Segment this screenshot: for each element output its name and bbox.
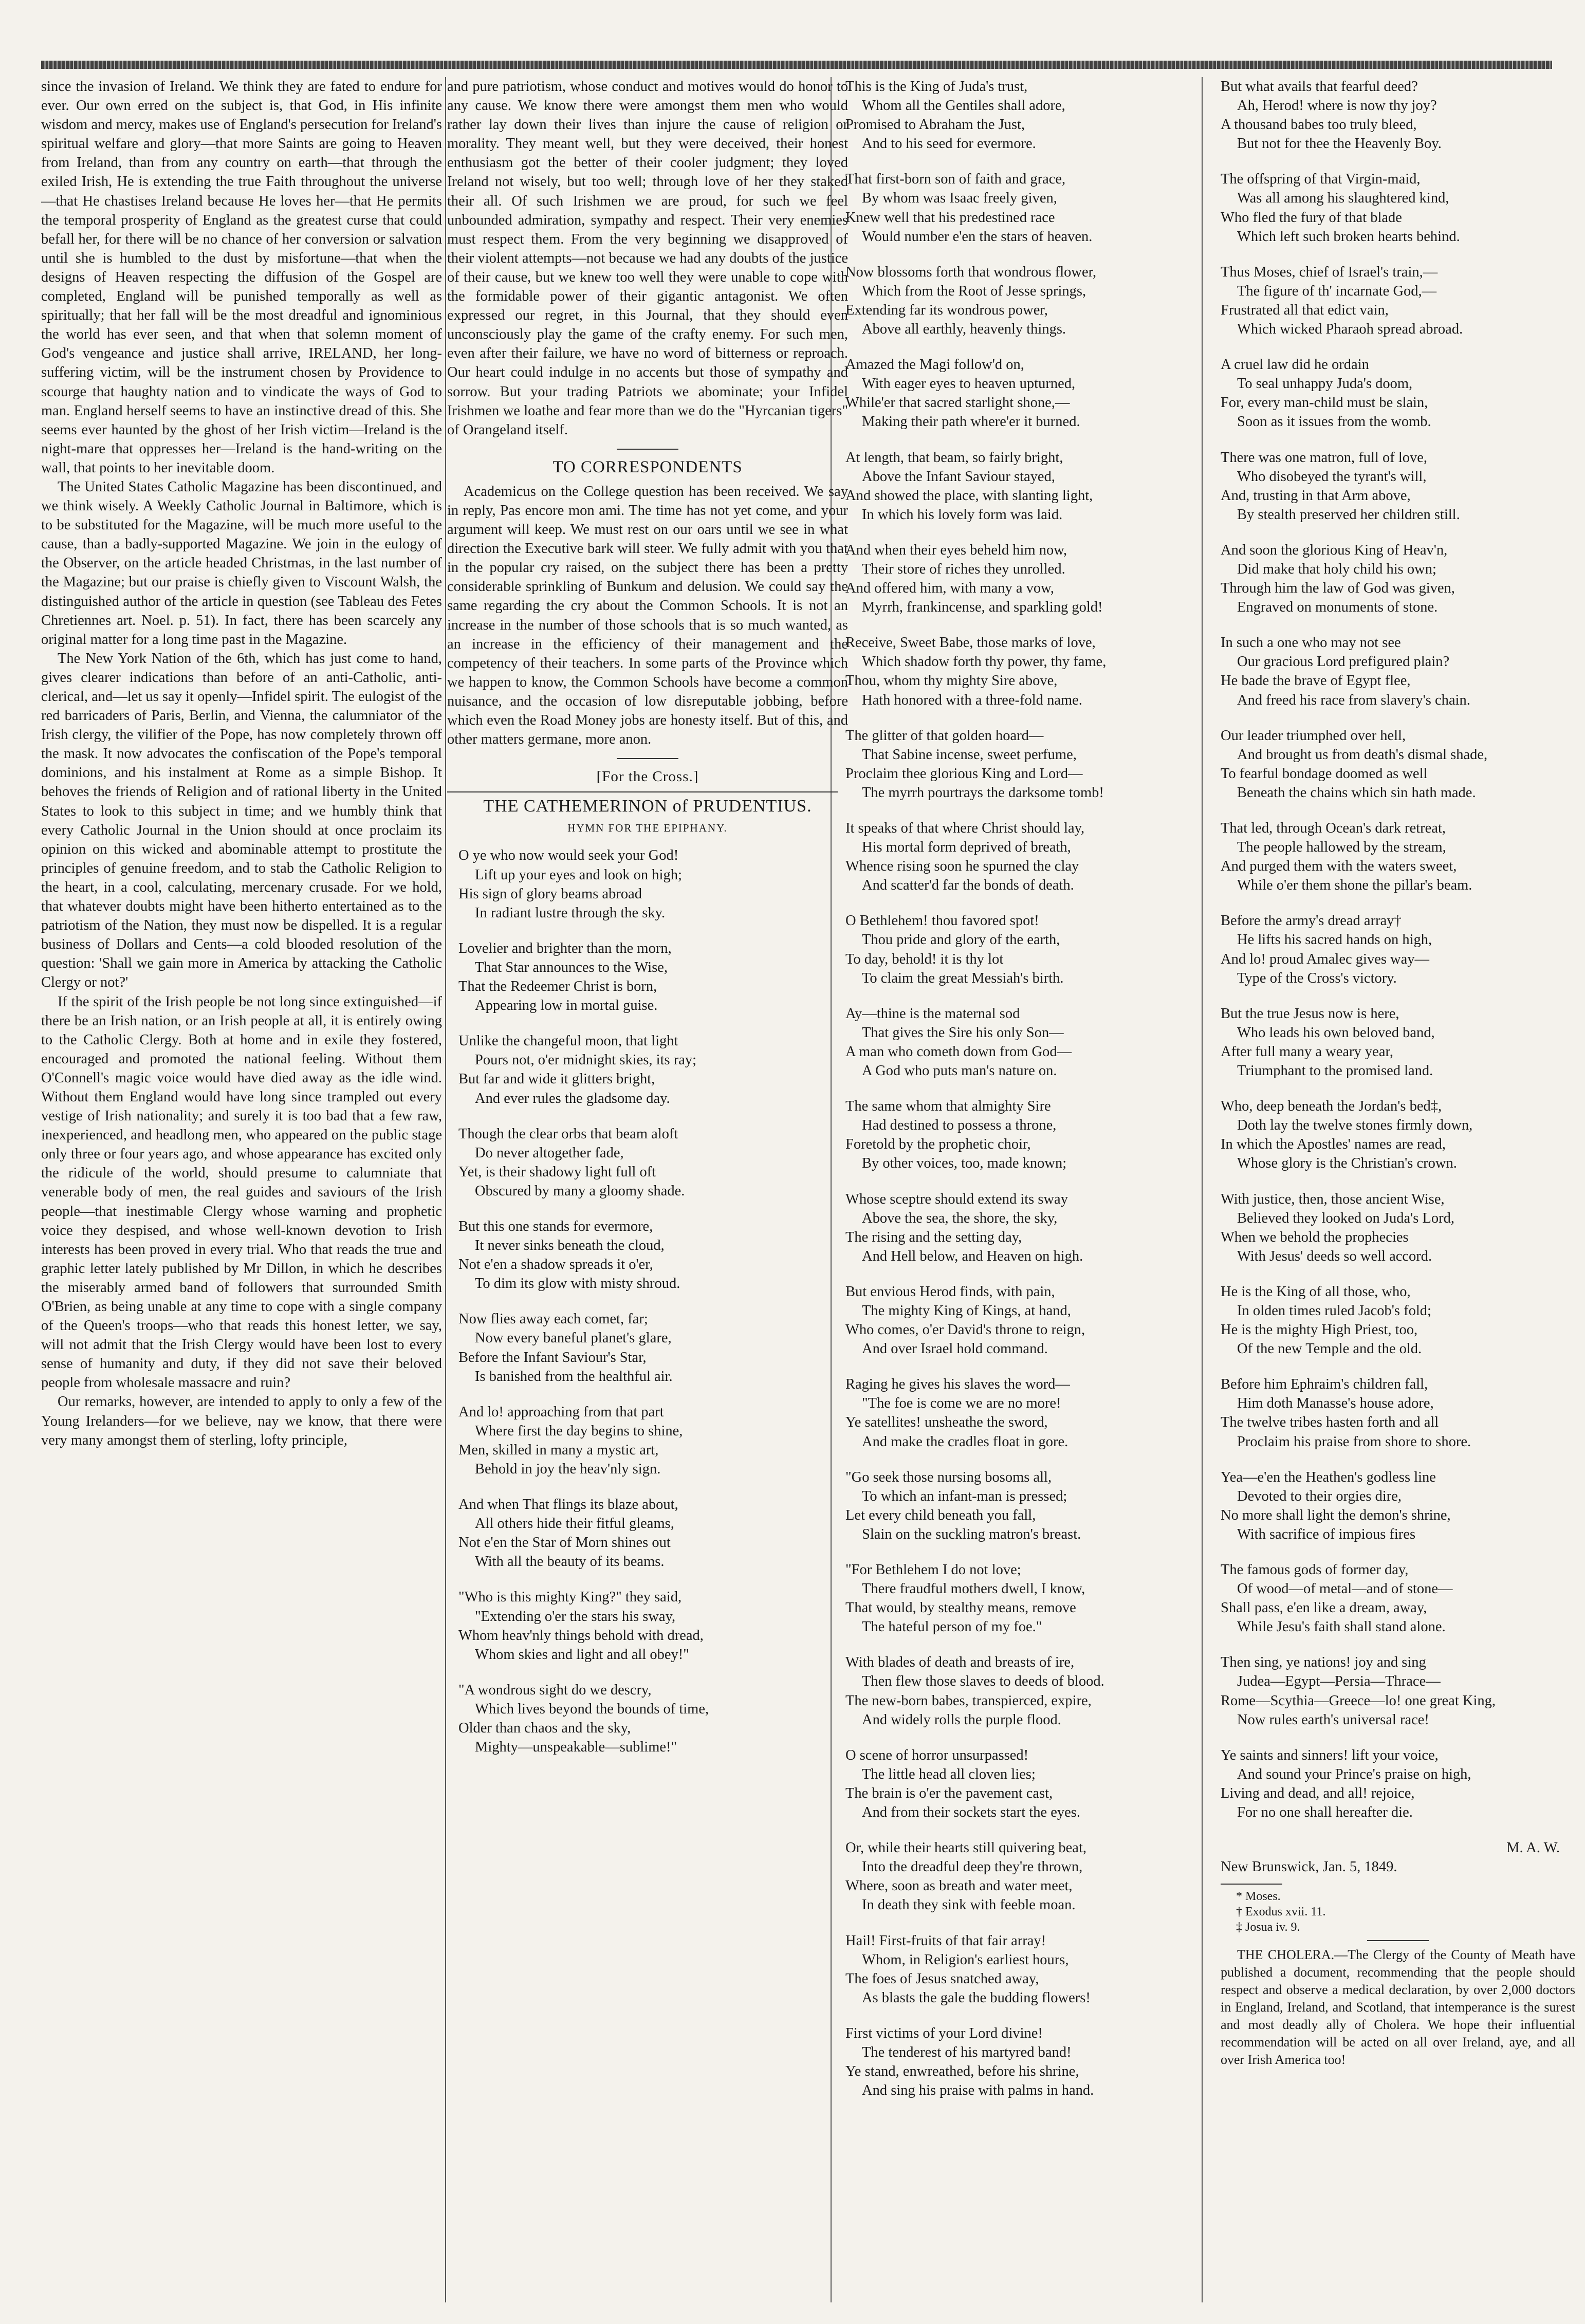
poem-line: Whom, in Religion's earliest hours, <box>862 1951 1069 1968</box>
stanza <box>458 1681 848 1757</box>
column-rule <box>445 77 446 2302</box>
poem-line: The mighty King of Kings, at hand, <box>862 1302 1071 1319</box>
poem-line: And ever rules the gladsome day. <box>475 1090 670 1106</box>
poem-line: Yea—e'en the Heathen's godless line <box>1221 1469 1436 1485</box>
poem-line: Ye saints and sinners! lift your voice, <box>1221 1747 1439 1763</box>
poem-line: To seal unhappy Juda's doom, <box>1237 376 1413 392</box>
stanza <box>1221 1004 1575 1080</box>
poem-line: For, every man-child must be slain, <box>1221 395 1428 411</box>
stanza <box>845 1097 1215 1173</box>
poem-line: Which from the Root of Jesse springs, <box>862 283 1086 299</box>
poem-line: In which the Apostles' names are read, <box>1221 1136 1446 1153</box>
section-divider <box>617 449 678 450</box>
poem-line: Knew well that his predestined race <box>845 209 1055 226</box>
stanza <box>458 1588 848 1664</box>
poem-line: Above the sea, the shore, the sky, <box>862 1210 1058 1226</box>
poem-line: Raging he gives his slaves the word— <box>845 1376 1070 1393</box>
poem-line: Rome—Scythia—Greece—lo! one great King, <box>1221 1692 1496 1709</box>
section-divider <box>1367 1940 1429 1941</box>
poem-line: Our gracious Lord prefigured plain? <box>1237 654 1450 670</box>
poem-line: All others hide their fitful gleams, <box>475 1516 674 1532</box>
poem-line: He lifts his sacred hands on high, <box>1237 932 1432 948</box>
poem-line: Where first the day begins to shine, <box>475 1423 683 1439</box>
stanza <box>1221 541 1575 617</box>
poem-line: O scene of horror unsurpassed! <box>845 1747 1029 1763</box>
poem-line: That Sabine incense, sweet perfume, <box>862 746 1077 763</box>
poem-line: Though the clear orbs that beam aloft <box>458 1126 678 1142</box>
stanza <box>1221 911 1575 987</box>
correspondents-text: Academicus on the College question has been received. We say in reply, Pas encore mon ami. The time has not yet come, and your argument will keep. We must rest on our oars until we see in what direction the Executive bark will steer. We fully admit with you that in the popular cry raised, on the subject there has been a pretty considerable sprinkling of Bunkum and delusion. We could say the same regarding the cry about the Common Schools. It is not an increase in the number of those schools that is so much wanted, as an increase in the efficiency of their management and the competency of their teachers. In some parts of the Province which we happen to know, the Common Schools have become a common nuisance, and the occasion of low disreputable jobbing, before which even the Road Money jobs are honesty itself. But of this, and other matters germane, more anon. <box>447 483 848 748</box>
poem-subtitle: HYMN FOR THE EPIPHANY. <box>567 822 728 835</box>
poem-line: And purged them with the waters sweet, <box>1221 858 1457 875</box>
poem-line: With all the beauty of its beams. <box>475 1554 665 1570</box>
stanza <box>845 1004 1215 1080</box>
poem-line: There was one matron, full of love, <box>1221 449 1428 466</box>
poem-line: By stealth preserved her children still. <box>1237 506 1460 523</box>
poem-line: A God who puts man's nature on. <box>862 1063 1057 1079</box>
stanza <box>845 1746 1215 1822</box>
poem-line: To dim its glow with misty shroud. <box>475 1276 680 1292</box>
poem-line: "Go seek those nursing bosoms all, <box>845 1469 1052 1485</box>
stanza <box>845 448 1215 524</box>
footnote: * Moses. <box>1236 1890 1281 1904</box>
poem-line: Doth lay the twelve stones firmly down, <box>1237 1117 1473 1134</box>
poem-line: By whom was Isaac freely given, <box>862 190 1057 207</box>
poem-line: The myrrh pourtrays the darksome tomb! <box>862 784 1104 801</box>
poem-line: Myrrh, frankincense, and sparkling gold! <box>862 599 1103 616</box>
poem-line: The figure of th' incarnate God,— <box>1237 283 1437 299</box>
poem-line: "Extending o'er the stars his sway, <box>475 1608 676 1625</box>
stanza <box>1221 1282 1575 1358</box>
poem-line: Pours not, o'er midnight skies, its ray; <box>475 1052 697 1068</box>
stanza <box>845 170 1215 246</box>
stanza <box>1221 1190 1575 1266</box>
poem-line: "For Bethlehem I do not love; <box>845 1562 1021 1578</box>
poem-line: Who comes, o'er David's throne to reign, <box>845 1322 1085 1338</box>
poem-line: After full many a weary year, <box>1221 1043 1393 1060</box>
poem-line: And widely rolls the purple flood. <box>862 1711 1061 1728</box>
poem-line: His sign of glory beams abroad <box>458 886 642 902</box>
poem-stanzas <box>1221 77 1575 1822</box>
poem-line: This is the King of Juda's trust, <box>845 79 1028 95</box>
poem-line: That would, by stealthy means, remove <box>845 1600 1076 1616</box>
stanza <box>458 1031 848 1108</box>
poem-line: The brain is o'er the pavement cast, <box>845 1785 1053 1801</box>
poem-line: Ay—thine is the maternal sod <box>845 1005 1020 1022</box>
poem-line: And brought us from death's dismal shade, <box>1237 746 1488 763</box>
poem-line: Ye satellites! unsheathe the sword, <box>845 1414 1048 1431</box>
poem-line: But not for thee the Heavenly Boy. <box>1237 136 1442 152</box>
poem-line: And to his seed for evermore. <box>862 136 1036 152</box>
poem-signature: M. A. W. <box>1506 1840 1560 1856</box>
poem-line: There fraudful mothers dwell, I know, <box>862 1581 1085 1597</box>
poem-line: Now rules earth's universal race! <box>1237 1711 1429 1728</box>
poem-line: Hath honored with a three-fold name. <box>862 692 1082 708</box>
editorial-paragraph: The United States Catholic Magazine has been discontinued, and we think wisely. A Weekly Catholic Journal in Baltimore, which is to be substituted for the Magazine, will be much more useful to the cause, than a badly-supported Magazine. We join in the eulogy of the Observer, on the article headed Christmas, in the last number of the Magazine; but our praise is chiefly given to Viscount Walsh, the distinguished author of the article in question (see Tableau des Fetes Chretiennes art. Noel. p. 51). In fact, there has been scarcely any original matter for a long time past in the Magazine. <box>41 478 442 648</box>
poem-line: In death they sink with feeble moan. <box>862 1897 1076 1913</box>
poem-line: Older than chaos and the sky, <box>458 1720 631 1737</box>
poem-line: And Hell below, and Heaven on high. <box>862 1248 1083 1264</box>
poem-line: Who fled the fury of that blade <box>1221 209 1402 226</box>
poem-line: Judea—Egypt—Persia—Thrace— <box>1237 1673 1441 1690</box>
poem-line: Which wicked Pharaoh spread abroad. <box>1237 321 1463 338</box>
poem-line: For no one shall hereafter die. <box>1237 1804 1413 1821</box>
poem-line: Making their path where'er it burned. <box>862 414 1080 430</box>
poem-line: Proclaim thee glorious King and Lord— <box>845 765 1083 782</box>
poem-line: Our leader triumphed over hell, <box>1221 727 1406 744</box>
poem-line: The twelve tribes hasten forth and all <box>1221 1414 1439 1431</box>
poem-line: Engraved on monuments of stone. <box>1237 599 1438 616</box>
poem-line: A thousand babes too truly bleed, <box>1221 117 1417 133</box>
stanza <box>1221 726 1575 802</box>
poem-line: His mortal form deprived of breath, <box>862 839 1071 856</box>
footnote: ‡ Josua iv. 9. <box>1236 1921 1300 1934</box>
poem-line: The foes of Jesus snatched away, <box>845 1970 1039 1987</box>
poem-line: Whom heav'nly things behold with dread, <box>458 1627 704 1644</box>
poem-line: And over Israel hold command. <box>862 1341 1048 1357</box>
poem-line: Before him Ephraim's children fall, <box>1221 1376 1428 1393</box>
poem-line: The rising and the setting day, <box>845 1229 1022 1245</box>
poem-line: He is the King of all those, who, <box>1221 1283 1411 1300</box>
poem-line: The offspring of that Virgin-maid, <box>1221 171 1421 188</box>
stanza <box>1221 1375 1575 1451</box>
stanza <box>845 541 1215 617</box>
poem-line: Appearing low in mortal guise. <box>475 998 658 1014</box>
poem-line: With eager eyes to heaven upturned, <box>862 376 1076 392</box>
poem-line: But what avails that fearful deed? <box>1221 79 1418 95</box>
poem-line: Extending far its wondrous power, <box>845 302 1048 318</box>
poem-line: He bade the brave of Egypt flee, <box>1221 673 1411 689</box>
poem-line: When we behold the prophecies <box>1221 1229 1409 1245</box>
poem-line: Their store of riches they unrolled. <box>862 561 1065 577</box>
poem-line: And showed the place, with slanting light, <box>845 487 1093 504</box>
poem-line: The new-born babes, transpierced, expire, <box>845 1692 1092 1709</box>
poem-line: To claim the great Messiah's birth. <box>862 970 1064 986</box>
poem-line: Whence rising soon he spurned the clay <box>845 858 1079 875</box>
poem-line: As blasts the gale the budding flowers! <box>862 1989 1091 2006</box>
poem-line: Of wood—of metal—and of stone— <box>1237 1581 1453 1597</box>
stanza <box>1221 170 1575 246</box>
poem-line: Not e'en the Star of Morn shines out <box>458 1535 671 1551</box>
poem-line: Lift up your eyes and look on high; <box>475 866 682 883</box>
poem-line: With justice, then, those ancient Wise, <box>1221 1191 1445 1207</box>
stanza <box>845 633 1215 709</box>
poem-line: Whom all the Gentiles shall adore, <box>862 98 1065 114</box>
poem-line: While'er that sacred starlight shone,— <box>845 395 1070 411</box>
poem-line: Whose glory is the Christian's crown. <box>1237 1155 1457 1172</box>
poem-line: Him doth Manasse's house adore, <box>1237 1395 1434 1412</box>
poem-line: In such a one who may not see <box>1221 635 1401 651</box>
poem-line: Mighty—unspeakable—sublime!" <box>475 1739 677 1756</box>
stanza <box>458 846 848 922</box>
poem-source-note: [For the Cross.] <box>596 768 699 785</box>
stanza <box>1221 1653 1575 1729</box>
editorial-paragraph: If the spirit of the Irish people be not long since extinguished—if there be an Irish nation, or an Irish people at all, it is entirely owing to the Catholic Clergy. Both at home and in exile they fostered, encouraged and promoted the national feeling. Without them O'Connell's magic voice would have died away as the idle wind. Without them England would have long since trampled out every vestige of Irish nationality; and surely it is too bad that a few raw, inexperienced, and headlong men, who appeared on the public stage only three or four years ago, and whose appearance has excited only the ridicule of the world, should presume to calumniate that venerable body of men, the real guides and saviours of the Irish people—that inestimable Clergy whose warning and prophetic voice they despised, and whose well-known devotion to Irish interests has been proved in every trial. Who that reads the true and graphic letter lately published by Mr Dillon, in which he describes the miserably armed band of followers that surrounded Smith O'Brien, as being unable at any time to cope with a single company of the Queen's troops—who that reads this honest letter, we say, will not admit that the Irish Clergy would have been lost to every sense of humanity and duty, if they did not save their beloved people from wholesale massacre and ruin? <box>41 993 442 1391</box>
stanza <box>1221 1468 1575 1544</box>
stanza <box>1221 355 1575 431</box>
poem-line: Unlike the changeful moon, that light <box>458 1033 678 1049</box>
editorial-paragraph: since the invasion of Ireland. We think they are fated to endure for ever. Our own erred on the subject is, that God, in His infinite wisdom and mercy, makes use of England's persecution for Ireland's spiritual welfare and glory—that more Saints are going to Heaven from Ireland, than from any country on earth—that through the exiled Irish, He is extending the true Faith throughout the universe—that He chastises Ireland because He loves her—that He permits the temporal prosperity of England as the greatest curse that could befall her, for there will be no chance of her conversion or salvation until she is humbled to the dust by misfortune—that when the designs of Heaven respecting the diffusion of the Gospel are completed, England will be punished temporally as well as spiritually; that her fall will be the most dreadful and ignominious the world has ever seen, and that when that solemn moment of God's vengeance and justice shall arrive, IRELAND, her long-suffering victim, will be the instrument chosen by Providence to scourge that haughty nation and to vindicate the ways of God to man. England herself seems to have an instinctive dread of this. She seems ever haunted by the ghost of her Irish victim—Ireland is the night-mare that oppresses her—Ireland is the hand-writing on the wall, that points to her inevitable doom. <box>41 79 442 476</box>
poem-line: And, trusting in that Arm above, <box>1221 487 1411 504</box>
poem-line: Foretold by the prophetic choir, <box>845 1136 1031 1153</box>
poem-line: Devoted to their orgies dire, <box>1237 1488 1402 1504</box>
stanza <box>458 1217 848 1293</box>
poem-line: Ye stand, enwreathed, before his shrine, <box>845 2063 1079 2080</box>
poem-line: Lovelier and brighter than the morn, <box>458 940 672 956</box>
poem-line: "A wondrous sight do we descry, <box>458 1682 652 1698</box>
poem-line: Then flew those slaves to deeds of blood. <box>862 1673 1104 1690</box>
stanza <box>1221 1746 1575 1822</box>
masthead-rule <box>41 61 1552 69</box>
poem-line: At length, that beam, so fairly bright, <box>845 449 1063 466</box>
poem-title: THE CATHEMERINON of PRUDENTIUS. <box>483 797 812 816</box>
stanza <box>845 726 1215 802</box>
poem-line: And sound your Prince's praise on high, <box>1237 1766 1471 1782</box>
poem-line: While Jesu's faith shall stand alone. <box>1237 1619 1446 1635</box>
poem-line: Above all earthly, heavenly things. <box>862 321 1066 338</box>
stanza <box>458 1403 848 1479</box>
section-divider <box>617 758 678 759</box>
poem-line: Did make that holy child his own; <box>1237 561 1436 577</box>
poem-line: To day, behold! it is thy lot <box>845 951 1004 967</box>
poem-line: Thou, whom thy mighty Sire above, <box>845 673 1058 689</box>
poem-line: O Bethlehem! thou favored spot! <box>845 913 1039 929</box>
poem-line: By other voices, too, made known; <box>862 1155 1067 1172</box>
poem-line: Behold in joy the heav'nly sign. <box>475 1461 661 1477</box>
poem-line: Then sing, ye nations! joy and sing <box>1221 1654 1426 1671</box>
poem-line: The little head all cloven lies; <box>862 1766 1036 1782</box>
stanza <box>1221 1560 1575 1636</box>
poem-line: Before the army's dread array† <box>1221 913 1402 929</box>
poem-line: The same whom that almighty Sire <box>845 1098 1051 1115</box>
stanza <box>845 1560 1215 1636</box>
stanza <box>458 1309 848 1386</box>
poem-line: Now every baneful planet's glare, <box>475 1330 672 1347</box>
poem-line: The famous gods of former day, <box>1221 1562 1409 1578</box>
poem-line: Promised to Abraham the Just, <box>845 117 1025 133</box>
poem-line: But far and wide it glitters bright, <box>458 1071 655 1087</box>
poem-line: Where, soon as breath and water meet, <box>845 1878 1073 1894</box>
stanza <box>1221 819 1575 895</box>
poem-line: But envious Herod finds, with pain, <box>845 1283 1055 1300</box>
poem-line: O ye who now would seek your God! <box>458 847 679 864</box>
poem-line: Men, skilled in many a mystic art, <box>458 1442 659 1458</box>
poem-line: And make the cradles float in gore. <box>862 1433 1068 1450</box>
poem-line: Type of the Cross's victory. <box>1237 970 1397 986</box>
poem-line: No more shall light the demon's shrine, <box>1221 1507 1451 1523</box>
stanza <box>845 911 1215 987</box>
poem-line: In radiant lustre through the sky. <box>475 905 666 921</box>
poem-line: That the Redeemer Christ is born, <box>458 979 657 995</box>
poem-line: Through him the law of God was given, <box>1221 580 1455 597</box>
poem-line: Frustrated all that edict vain, <box>1221 302 1389 318</box>
poem-line: Triumphant to the promised land. <box>1237 1063 1433 1079</box>
poem-line: Thus Moses, chief of Israel's train,— <box>1221 264 1438 280</box>
poem-line: Who disobeyed the tyrant's will, <box>1237 468 1427 485</box>
poem-line: To which an infant-man is pressed; <box>862 1488 1067 1504</box>
stanza <box>845 1468 1215 1544</box>
editorial-paragraph: Our remarks, however, are intended to apply to only a few of the Young Irelanders—for we believe, nay we know, that there were very many amongst them of sterling, lofty principle, <box>41 1394 442 1448</box>
poem-line: Now flies away each comet, far; <box>458 1311 648 1327</box>
column-1 <box>41 77 442 2308</box>
poem-line: And when That flings its blaze about, <box>458 1497 678 1513</box>
poem-line: The hateful person of my foe." <box>862 1619 1042 1635</box>
poem-line: Now blossoms forth that wondrous flower, <box>845 264 1097 280</box>
poem-line: And lo! proud Amalec gives way— <box>1221 951 1430 967</box>
poem-line: Or, while their hearts still quivering beat, <box>845 1840 1086 1856</box>
poem-line: The glitter of that golden hoard— <box>845 727 1044 744</box>
poem-line: Thou pride and glory of the earth, <box>862 932 1060 948</box>
poem-line: Which lives beyond the bounds of time, <box>475 1701 709 1717</box>
stanza <box>845 1375 1215 1451</box>
stanza <box>845 263 1215 339</box>
stanza <box>1221 77 1575 153</box>
poem-line: The tenderest of his martyred band! <box>862 2044 1072 2060</box>
poem-line: Whose sceptre should extend its sway <box>845 1191 1068 1207</box>
poem-line: A cruel law did he ordain <box>1221 357 1369 373</box>
poem-line: Into the dreadful deep they're thrown, <box>862 1859 1083 1875</box>
poem-line: With blades of death and breasts of ire, <box>845 1654 1075 1671</box>
poem-line: "Who is this mighty King?" they said, <box>458 1589 682 1606</box>
poem-line: Believed they looked on Juda's Lord, <box>1237 1210 1455 1226</box>
poem-line: And soon the glorious King of Heav'n, <box>1221 542 1448 558</box>
stanza <box>845 1838 1215 1914</box>
poem-line: A man who cometh down from God— <box>845 1043 1072 1060</box>
poem-line: It never sinks beneath the cloud, <box>475 1238 665 1254</box>
stanza <box>845 2024 1215 2100</box>
stanza <box>1221 633 1575 709</box>
poem-line: Yet, is their shadowy light full oft <box>458 1164 656 1180</box>
poem-line: Above the Infant Saviour stayed, <box>862 468 1055 485</box>
poem-line: Had destined to possess a throne, <box>862 1117 1057 1134</box>
poem-line: And offered him, with many a vow, <box>845 580 1055 597</box>
footnote: † Exodus xvii. 11. <box>1236 1905 1326 1919</box>
poem-line: Shall pass, e'en like a dream, away, <box>1221 1600 1427 1616</box>
poem-place-date: New Brunswick, Jan. 5, 1849. <box>1221 1859 1397 1875</box>
poem-line: In which his lovely form was laid. <box>862 506 1063 523</box>
stanza <box>845 355 1215 431</box>
poem-line: Living and dead, and all! rejoice, <box>1221 1785 1415 1801</box>
poem-line: Let every child beneath you fall, <box>845 1507 1036 1523</box>
poem-line: And from their sockets start the eyes. <box>862 1804 1081 1821</box>
poem-line: Of the new Temple and the old. <box>1237 1341 1422 1357</box>
editorial-paragraph: and pure patriotism, whose conduct and motives would do honor to any cause. We know there were amongst them men who would rather lay down their lives than injure the cause of religion or morality. They meant well, but they were deceived, their honest enthusiasm got the better of their cooler judgment; they loved Ireland not wisely, but too well; through love of her they staked their all. Of such Irishmen we are proud, for such we feel unbounded admiration, sympathy and respect. Their very enemies must respect them. From the very beginning we disapproved of their violent attempts—not because we had any doubts of the justice of their cause, but we knew too well they were unable to cope with the formidable power of their gigantic antagonist. We often expressed our regret, in this Journal, that they should even unconsciously play the game of the crafty enemy. For such men, even after their failure, we have no word of bitterness or reproach. Our heart could indulge in no accents but those of sympathy and sorrow. But your trading Patriots we abominate; your Infidel Irishmen we loathe and fear more than we do the "Hyrcanian tigers" of Orangeland itself. <box>447 79 848 438</box>
poem-line: Proclaim his praise from shore to shore. <box>1237 1433 1471 1450</box>
stanza <box>458 1124 848 1201</box>
poem-line: Beneath the chains which sin hath made. <box>1237 784 1476 801</box>
poem-line: It speaks of that where Christ should lay, <box>845 820 1085 836</box>
poem-line: Not e'en a shadow spreads it o'er, <box>458 1257 653 1273</box>
poem-line: But the true Jesus now is here, <box>1221 1005 1399 1022</box>
poem-line: That led, through Ocean's dark retreat, <box>1221 820 1446 836</box>
poem-line: Was all among his slaughtered kind, <box>1237 190 1449 207</box>
poem-line: "The foe is come we are no more! <box>862 1395 1061 1412</box>
stanza <box>845 1190 1215 1266</box>
poem-line: Soon as it issues from the womb. <box>1237 414 1431 430</box>
poem-line: First victims of your Lord divine! <box>845 2025 1043 2041</box>
poem-line: That Star announces to the Wise, <box>475 959 668 975</box>
correspondents-heading: TO CORRESPONDENTS <box>552 457 743 476</box>
poem-line: That first-born son of faith and grace, <box>845 171 1066 188</box>
cholera-notice: THE CHOLERA.—The Clergy of the County of Meath have published a document, recommending that the people should respect and observe a medical declaration, by over 2,000 doctors in England, Ireland, and Scotland, that intemperance is the surest and most deadly ally of Cholera. We hope their influential recommendation will be acted on all over Ireland, aye, and all over Irish America too! <box>1221 1947 1575 2068</box>
poem-line: Which shadow forth thy power, thy fame, <box>862 654 1107 670</box>
poem-line: Who, deep beneath the Jordan's bed‡, <box>1221 1098 1442 1115</box>
poem-line: Is banished from the healthful air. <box>475 1368 673 1385</box>
section-divider <box>447 791 838 792</box>
poem-line: And freed his race from slavery's chain. <box>1237 692 1470 708</box>
column-3 <box>835 77 1215 2308</box>
stanza <box>845 77 1215 153</box>
poem-line: While o'er them shone the pillar's beam. <box>1237 877 1472 894</box>
poem-line: Which left such broken hearts behind. <box>1237 228 1460 245</box>
poem-line: With Jesus' deeds so well accord. <box>1237 1248 1432 1264</box>
column-4 <box>1205 77 1575 2308</box>
poem-line: He is the mighty High Priest, too, <box>1221 1322 1418 1338</box>
poem-line: To fearful bondage doomed as well <box>1221 765 1428 782</box>
poem-line: Hail! First-fruits of that fair array! <box>845 1932 1046 1949</box>
stanza <box>1221 263 1575 339</box>
poem-line: With sacrifice of impious fires <box>1237 1526 1416 1542</box>
poem-line: The people hallowed by the stream, <box>1237 839 1446 856</box>
poem-line: And lo! approaching from that part <box>458 1404 664 1420</box>
stanza <box>458 1495 848 1571</box>
stanza <box>845 1931 1215 2007</box>
poem-line: And when their eyes beheld him now, <box>845 542 1067 558</box>
poem-line: Amazed the Magi follow'd on, <box>845 357 1024 373</box>
poem-line: In olden times ruled Jacob's fold; <box>1237 1302 1431 1319</box>
poem-line: And sing his praise with palms in hand. <box>862 2082 1094 2099</box>
stanza <box>1221 1097 1575 1173</box>
poem-line: Ah, Herod! where is now thy joy? <box>1237 98 1437 114</box>
poem-line: That gives the Sire his only Son— <box>862 1024 1064 1041</box>
poem-line: Obscured by many a gloomy shade. <box>475 1183 685 1199</box>
stanza <box>845 1653 1215 1729</box>
stanza <box>845 819 1215 895</box>
poem-line: Whom skies and light and all obey!" <box>475 1646 689 1663</box>
poem-line: And scatter'd far the bonds of death. <box>862 877 1074 894</box>
poem-line: Who leads his own beloved band, <box>1237 1024 1435 1041</box>
poem-line: Before the Infant Saviour's Star, <box>458 1349 647 1366</box>
stanza <box>1221 448 1575 524</box>
poem-line: But this one stands for evermore, <box>458 1218 653 1234</box>
footnote-rule <box>1221 1884 1282 1885</box>
poem-line: Do never altogether fade, <box>475 1145 624 1161</box>
stanza <box>458 939 848 1015</box>
poem-stanzas <box>447 846 848 1757</box>
poem-line: Slain on the suckling matron's breast. <box>862 1526 1081 1542</box>
poem-stanzas <box>845 77 1215 2100</box>
poem-line: Would number e'en the stars of heaven. <box>862 228 1093 245</box>
stanza <box>845 1282 1215 1358</box>
poem-line: Receive, Sweet Babe, those marks of love, <box>845 635 1096 651</box>
editorial-paragraph: The New York Nation of the 6th, which has just come to hand, gives clearer indications than before of an anti-Catholic, anti-clerical, and—let us say it openly—Infidel spirit. The eulogist of the red barricaders of Paris, Berlin, and Vienna, the calumniator of the Irish clergy, the vilifier of the Pope, has now completely thrown off the mask. It now advocates the confiscation of the Pope's temporal dominions, and his instalment at Rome as a simple Bishop. It behoves the friends of Religion and of rational liberty in the United States to look to this subject in time; and we humbly think that every Catholic Journal in the Union should at once proclaim its opinion on this wicked and abominable attempt to prostitute the principles of genuine freedom, and to stab the Catholic Religion to the heart, in a cool, calculating, mercenary crusade. For we hold, that whatever doubts might have been hitherto entertained as to the patriotism of the Nation, they must now be dispelled. It is a regular business of Dollars and Cents—a cold blooded resolution of the question: 'Shall we gain more in America by attacking the Catholic Clergy or not?' <box>41 650 442 991</box>
column-2 <box>447 77 848 2308</box>
